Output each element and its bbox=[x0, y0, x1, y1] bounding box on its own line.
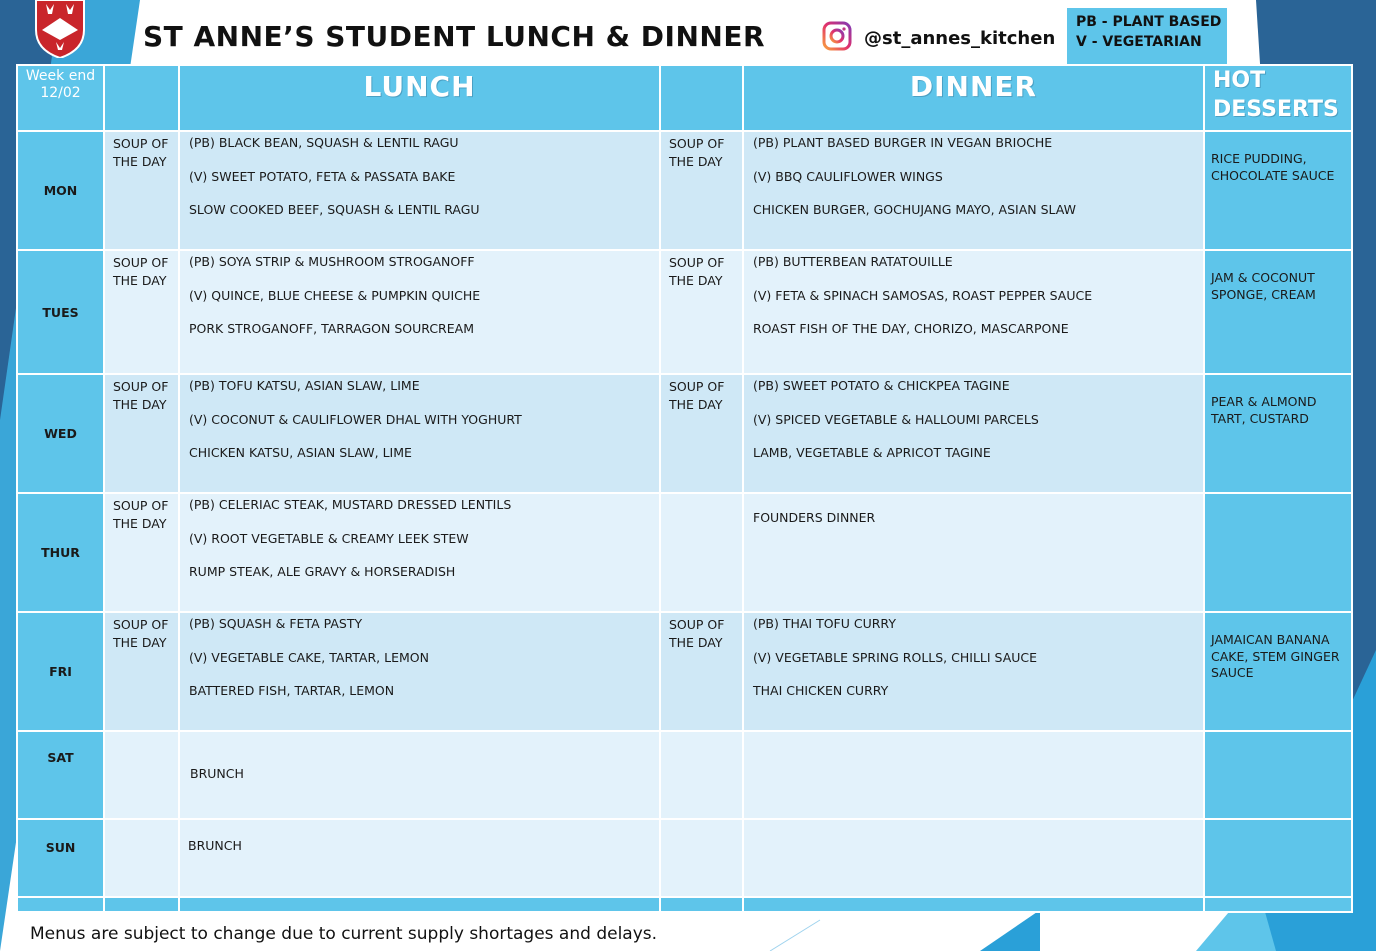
dinner-soup: SOUP OF THE DAY bbox=[660, 131, 743, 250]
college-crest-icon bbox=[34, 0, 86, 58]
list-item: (V) QUINCE, BLUE CHEESE & PUMPKIN QUICHE bbox=[189, 287, 481, 303]
lunch-dishes bbox=[179, 131, 660, 250]
list-item: (PB) PLANT BASED BURGER IN VEGAN BRIOCHE bbox=[753, 135, 1053, 150]
table-row bbox=[17, 374, 1352, 493]
list-item: (PB) SWEET POTATO & CHICKPEA TAGINE bbox=[753, 378, 1010, 393]
header-blank bbox=[104, 65, 179, 131]
table-row bbox=[17, 819, 1352, 897]
list-item: (V) SPICED VEGETABLE & HALLOUMI PARCELS bbox=[753, 411, 1039, 427]
menu-table bbox=[16, 64, 1353, 913]
dinner-soup: SOUP OF THE DAY bbox=[660, 612, 743, 731]
list-item: (V) BBQ CAULIFLOWER WINGS bbox=[753, 168, 943, 184]
list-item: (PB) THAI TOFU CURRY bbox=[753, 616, 896, 631]
list-item: RUMP STEAK, ALE GRAVY & HORSERADISH bbox=[189, 564, 456, 579]
dinner-empty bbox=[743, 731, 1204, 819]
header bbox=[0, 0, 1376, 64]
lunch-dishes bbox=[179, 250, 660, 374]
lunch-soup: SOUP OF THE DAY bbox=[104, 250, 179, 374]
table-row bbox=[17, 731, 1352, 819]
dessert-cell: PEAR & ALMOND TART, CUSTARD bbox=[1204, 374, 1352, 493]
page-title: ST ANNE’S STUDENT LUNCH & DINNER bbox=[143, 20, 766, 53]
instagram-icon bbox=[822, 21, 852, 51]
dinner-soup-empty bbox=[660, 493, 743, 612]
dinner-soup: SOUP OF THE DAY bbox=[660, 250, 743, 374]
table-row bbox=[17, 612, 1352, 731]
list-item: (PB) SOYA STRIP & MUSHROOM STROGANOFF bbox=[189, 254, 475, 269]
day-label: SAT bbox=[17, 731, 104, 819]
list-item: (V) COCONUT & CAULIFLOWER DHAL WITH YOGHURT bbox=[189, 411, 522, 427]
list-item: LAMB, VEGETABLE & APRICOT TAGINE bbox=[753, 445, 991, 460]
lunch-soup: SOUP OF THE DAY bbox=[104, 493, 179, 612]
list-item: (PB) BLACK BEAN, SQUASH & LENTIL RAGU bbox=[189, 135, 459, 150]
day-label: THUR bbox=[17, 493, 104, 612]
list-item: (V) ROOT VEGETABLE & CREAMY LEEK STEW bbox=[189, 530, 469, 546]
dessert-cell: JAM & COCONUT SPONGE, CREAM bbox=[1204, 250, 1352, 374]
table-footer bbox=[17, 897, 1352, 912]
lunch-heading: LUNCH bbox=[179, 65, 660, 131]
legend-vegetarian: V - VEGETARIAN bbox=[1076, 34, 1202, 50]
diet-legend bbox=[1067, 8, 1227, 64]
list-item: THAI CHICKEN CURRY bbox=[753, 683, 889, 698]
hot-desserts-heading: HOT DESSERTS bbox=[1204, 65, 1352, 131]
dinner-dishes bbox=[743, 612, 1204, 731]
legend-plant-based: PB - PLANT BASED bbox=[1076, 14, 1222, 30]
lunch-dishes bbox=[179, 374, 660, 493]
dinner-dishes bbox=[743, 131, 1204, 250]
footer-note: Menus are subject to change due to current supply shortages and delays. bbox=[30, 924, 658, 944]
instagram-handle: @st_annes_kitchen bbox=[864, 28, 1056, 49]
list-item: PORK STROGANOFF, TARRAGON SOURCREAM bbox=[189, 321, 474, 336]
day-label: TUES bbox=[17, 250, 104, 374]
lunch-dishes bbox=[179, 612, 660, 731]
lunch-dishes bbox=[179, 493, 660, 612]
header-blank bbox=[660, 65, 743, 131]
lunch-soup: SOUP OF THE DAY bbox=[104, 374, 179, 493]
list-item: (PB) CELERIAC STEAK, MUSTARD DRESSED LENTILS bbox=[189, 497, 512, 512]
list-item: BATTERED FISH, TARTAR, LEMON bbox=[189, 683, 395, 698]
lunch-brunch: BRUNCH bbox=[179, 819, 660, 897]
lunch-soup-empty bbox=[104, 819, 179, 897]
dinner-empty bbox=[743, 819, 1204, 897]
list-item: CHICKEN BURGER, GOCHUJANG MAYO, ASIAN SLAW bbox=[753, 202, 1076, 217]
header-row bbox=[17, 65, 1352, 131]
lunch-soup: SOUP OF THE DAY bbox=[104, 612, 179, 731]
list-item: (V) VEGETABLE SPRING ROLLS, CHILLI SAUCE bbox=[753, 649, 1038, 665]
dinner-soup-empty bbox=[660, 731, 743, 819]
table-row bbox=[17, 131, 1352, 250]
founders-dinner: FOUNDERS DINNER bbox=[743, 493, 1204, 612]
day-label: SUN bbox=[17, 819, 104, 897]
table-row bbox=[17, 493, 1352, 612]
dessert-cell bbox=[1204, 819, 1352, 897]
lunch-brunch: BRUNCH bbox=[179, 731, 660, 819]
day-label: WED bbox=[17, 374, 104, 493]
list-item: (PB) SQUASH & FETA PASTY bbox=[189, 616, 363, 631]
day-label: MON bbox=[17, 131, 104, 250]
week-label: Week end 12/02 bbox=[17, 65, 104, 131]
dinner-soup: SOUP OF THE DAY bbox=[660, 374, 743, 493]
day-label: FRI bbox=[17, 612, 104, 731]
list-item: (V) SWEET POTATO, FETA & PASSATA BAKE bbox=[189, 168, 456, 184]
dinner-dishes bbox=[743, 374, 1204, 493]
list-item: (PB) BUTTERBEAN RATATOUILLE bbox=[753, 254, 953, 269]
list-item: CHICKEN KATSU, ASIAN SLAW, LIME bbox=[189, 445, 412, 460]
list-item: (V) VEGETABLE CAKE, TARTAR, LEMON bbox=[189, 649, 429, 665]
dessert-cell: JAMAICAN BANANA CAKE, STEM GINGER SAUCE bbox=[1204, 612, 1352, 731]
list-item: ROAST FISH OF THE DAY, CHORIZO, MASCARPONE bbox=[753, 321, 1069, 336]
dinner-dishes bbox=[743, 250, 1204, 374]
list-item: SLOW COOKED BEEF, SQUASH & LENTIL RAGU bbox=[189, 202, 480, 217]
lunch-soup: SOUP OF THE DAY bbox=[104, 131, 179, 250]
list-item: (PB) TOFU KATSU, ASIAN SLAW, LIME bbox=[189, 378, 420, 393]
list-item: (V) FETA & SPINACH SAMOSAS, ROAST PEPPER SAUCE bbox=[753, 287, 1093, 303]
dinner-soup-empty bbox=[660, 819, 743, 897]
dessert-cell bbox=[1204, 493, 1352, 612]
dinner-heading: DINNER bbox=[743, 65, 1204, 131]
dessert-cell: RICE PUDDING, CHOCOLATE SAUCE bbox=[1204, 131, 1352, 250]
dessert-cell bbox=[1204, 731, 1352, 819]
lunch-soup-empty bbox=[104, 731, 179, 819]
table-row bbox=[17, 250, 1352, 374]
